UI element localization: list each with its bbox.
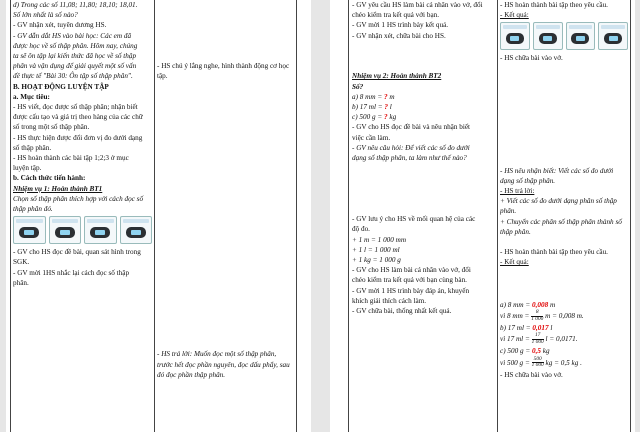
answer-text: vì 17 ml =: [500, 335, 532, 344]
text-line: [500, 84, 628, 94]
calculator-card-image: [84, 216, 117, 244]
text-line: phân.: [13, 278, 29, 287]
text-line: dạng số thập phân, ta làm như thế nào?: [352, 154, 467, 163]
text-line: - GV cho HS đọc đề bài và nêu nhận biết: [352, 123, 471, 132]
answer-text: m = 0,008 m.: [543, 311, 584, 320]
text-line: khích giải thích cách làm.: [352, 296, 427, 305]
answer-block: [500, 300, 628, 432]
answer-text: vì 500 g =: [500, 358, 532, 367]
text-line: [500, 104, 628, 114]
text-line: Chọn số thập phân thích hợp với cách đọc số: [13, 194, 144, 203]
text-line: - GV cho HS làm bài cá nhân vào vở, đổi: [352, 266, 471, 275]
answer-text: vì 8 mm =: [500, 311, 532, 320]
text-line: - GV mời 1 HS trình bày kết quả.: [352, 21, 449, 30]
answer-text: c) 500 g =: [500, 347, 532, 356]
card-label-bar: [536, 25, 560, 29]
text-line: - HS nêu nhận biết: Viết các số đo dưới: [500, 166, 614, 175]
text-line: - Kết quả:: [500, 258, 529, 267]
table-border: [497, 0, 498, 432]
text-line: [500, 64, 628, 74]
calculator-card-image: [500, 22, 530, 50]
text-line: được cấu tạo và giá trị theo hàng của các chữ: [13, 113, 143, 122]
card-label-bar: [87, 219, 114, 223]
answer-explanation: [500, 310, 628, 323]
text-line: thập phân.: [500, 227, 531, 236]
answer-text: b) 17 ml =: [500, 324, 533, 333]
text-line: - GV nhận xét, tuyên dương HS.: [13, 21, 107, 30]
text-line: SGK.: [13, 258, 30, 267]
text-line: + 1 l = 1 000 ml: [352, 245, 400, 254]
text-line: [500, 155, 628, 165]
table-border: [630, 0, 631, 432]
text-line: đề thực tế "Bài 30: Ôn tập số thập phân".: [13, 72, 133, 81]
card-label-bar: [52, 219, 79, 223]
text-line: số trong một số thập phân.: [13, 123, 90, 132]
text-line: - HS viết, đọc được số thập phân; nhận biết: [13, 103, 138, 112]
text-line: [352, 184, 495, 194]
text-line: chéo kiểm tra kết quả với bạn cùng bàn.: [352, 276, 467, 285]
question-mark: ?: [384, 113, 388, 122]
text-line: + 1 m = 1 000 mm: [352, 235, 407, 244]
fraction-numerator: 17: [532, 333, 544, 340]
text-line: chéo kiểm tra kết quả với bạn.: [352, 11, 440, 20]
text-line: được học về số thập phân. Hôm nay, chúng: [13, 41, 138, 50]
textbook-image-strip: [13, 216, 152, 244]
fraction-denominator: 1 000: [531, 315, 544, 322]
answer-a: [500, 300, 628, 310]
text-line: thập phân đó.: [13, 205, 53, 214]
calculator-icon: [126, 227, 146, 238]
answer-b: [500, 323, 628, 333]
text-line: - HS trả lời:: [500, 187, 535, 196]
table-border: [296, 0, 297, 432]
text-line: - GV nhận xét, chữa bài cho HS.: [352, 31, 446, 40]
fraction: [531, 310, 543, 322]
calculator-card-image: [566, 22, 596, 50]
text-line: - GV dẫn dắt HS vào bài học: Các em đã: [13, 31, 132, 40]
text-line: a. Mục tiêu:: [13, 92, 50, 101]
document-page-right: [330, 0, 635, 432]
text-line: việc cần làm.: [352, 133, 391, 142]
fraction-numerator: 500: [532, 357, 544, 364]
text-line: [352, 204, 495, 214]
fraction-numerator: 8: [531, 310, 543, 317]
teacher-activity-column: [13, 0, 152, 432]
text-line: [352, 61, 495, 71]
text-line: [352, 194, 495, 204]
text-line: Nhiệm vụ 2: Hoàn thành BT2: [352, 72, 442, 81]
table-border: [154, 0, 155, 432]
card-label-bar: [569, 25, 593, 29]
text-span: kg: [387, 113, 397, 122]
text-line: + 1 kg = 1 000 g: [352, 256, 401, 265]
question-mark: ?: [384, 103, 388, 112]
table-border: [348, 0, 349, 432]
text-line: [500, 237, 628, 247]
text-line: [500, 135, 628, 145]
text-line: - HS chữa bài vào vở.: [500, 54, 563, 63]
answer-text: a) 8 mm =: [500, 301, 532, 309]
card-label-bar: [503, 25, 527, 29]
text-line: [352, 112, 495, 122]
answer-text: m: [548, 301, 556, 309]
calculator-card-image: [598, 22, 628, 50]
table-border: [10, 0, 11, 432]
text-line: - Kết quả:: [500, 11, 529, 20]
fraction: [532, 333, 544, 345]
text-line: [500, 115, 628, 125]
text-line: b. Cách thức tiến hành:: [13, 174, 86, 183]
calculator-icon: [19, 227, 39, 238]
text-line: phân và vận dụng để giải quyết một số vấn: [13, 62, 137, 71]
text-line: [500, 94, 628, 104]
text-line: d) Trong các số 11,08; 11,80; 18,10; 18,01.: [13, 1, 138, 9]
answer-value: 0,5: [532, 347, 541, 356]
text-span: m: [387, 92, 395, 101]
textbook-image-strip: [500, 22, 628, 50]
text-line: ta sẽ ôn tập lại kiến thức đã học về số thập: [13, 52, 137, 61]
calculator-icon: [55, 227, 75, 238]
card-label-bar: [601, 25, 625, 29]
answer-explanation: [500, 333, 628, 346]
calculator-icon: [604, 33, 622, 44]
calculator-card-image: [120, 216, 153, 244]
text-span: l: [388, 103, 392, 112]
text-span: a) 8 mm =: [352, 92, 384, 101]
text-line: [352, 102, 495, 112]
answer-value: 0,008: [532, 301, 549, 309]
text-line: dạng số thập phân.: [500, 176, 556, 185]
text-line: [352, 41, 495, 51]
student-response-text: - HS chú ý lắng nghe, hình thành động cơ học tập.: [157, 62, 290, 81]
student-activity-column: [157, 0, 293, 432]
text-line: phân.: [500, 207, 517, 216]
text-line: - HS hoàn thành bài tập theo yêu cầu.: [500, 248, 608, 257]
text-line: số thập phân.: [13, 143, 52, 152]
calculator-icon: [506, 33, 524, 44]
answer-c: [500, 346, 628, 356]
calculator-icon: [90, 227, 110, 238]
calculator-card-image: [533, 22, 563, 50]
text-line: độ đo.: [352, 225, 370, 234]
calculator-card-image: [49, 216, 82, 244]
answer-text: kg: [540, 347, 550, 356]
calculator-icon: [539, 33, 557, 44]
text-line: [352, 173, 495, 183]
calculator-icon: [571, 33, 589, 44]
card-label-bar: [123, 219, 150, 223]
answer-text: l = 0,0171.: [543, 335, 578, 344]
text-line: luyện tập.: [13, 164, 42, 173]
text-line: + Viết các số đo dưới dạng phân số thập: [500, 197, 617, 206]
answer-explanation: [500, 357, 628, 370]
answer-text: kg = 0,5 kg .: [543, 358, 582, 367]
text-line: [352, 92, 495, 102]
text-line: [352, 51, 495, 61]
question-mark: ?: [384, 92, 388, 101]
text-line: + Chuyển các phân số thập phân thành số: [500, 217, 622, 226]
text-line: - HS hoàn thành bài tập theo yêu cầu.: [500, 1, 608, 9]
fraction-denominator: 1 000: [531, 362, 544, 369]
text-line: Số lớn nhất là số nào?: [13, 11, 78, 20]
answer-text: - HS chữa bài vào vở.: [500, 370, 563, 379]
text-line: [500, 74, 628, 84]
document-page-left: [6, 0, 311, 432]
text-line: - GV mời 1HS nhắc lại cách đọc số thập: [13, 268, 130, 277]
teacher-activity-column: [352, 0, 495, 432]
text-line: - GV cho HS đọc đề bài, quan sát hình trong: [13, 248, 141, 257]
text-span: c) 500 g =: [352, 113, 384, 122]
text-line: - GV nêu câu hỏi: Để viết các số đo dưới: [352, 143, 470, 152]
text-line: - GV lưu ý cho HS về mối quan hệ của các: [352, 215, 476, 224]
text-line: Số?: [352, 82, 364, 91]
fraction: [532, 357, 544, 369]
fraction-denominator: 1 000: [531, 339, 544, 345]
text-line: - GV mời 1 HS trình bày đáp án, khuyến: [352, 286, 470, 295]
answer-text: l: [548, 324, 553, 333]
text-line: - GV chữa bài, thống nhất kết quả.: [352, 307, 452, 316]
student-response-text: - HS trả lời: Muốn đọc một số thập phân, trước hết đọc phần nguyên, đọc dấu phẩy, sau đó đọc phần thập phân.: [157, 350, 290, 380]
text-line: - HS hoàn thành các bài tập 1;2;3 ở mục: [13, 154, 129, 163]
text-line: Nhiệm vụ 1: Hoàn thành BT1: [13, 184, 103, 193]
calculator-card-image: [13, 216, 46, 244]
text-line: B. HOẠT ĐỘNG LUYỆN TẬP: [13, 82, 109, 91]
text-line: [352, 163, 495, 173]
answer-value: 0,017: [532, 324, 549, 333]
text-line: - GV yêu cầu HS làm bài cá nhân vào vở, đổi: [352, 1, 483, 9]
text-span: b) 17 ml =: [352, 103, 385, 112]
text-line: [500, 125, 628, 135]
text-line: [500, 145, 628, 155]
text-line: - HS thực hiện được đổi đơn vị đo dưới dạng: [13, 133, 143, 142]
card-label-bar: [16, 219, 43, 223]
